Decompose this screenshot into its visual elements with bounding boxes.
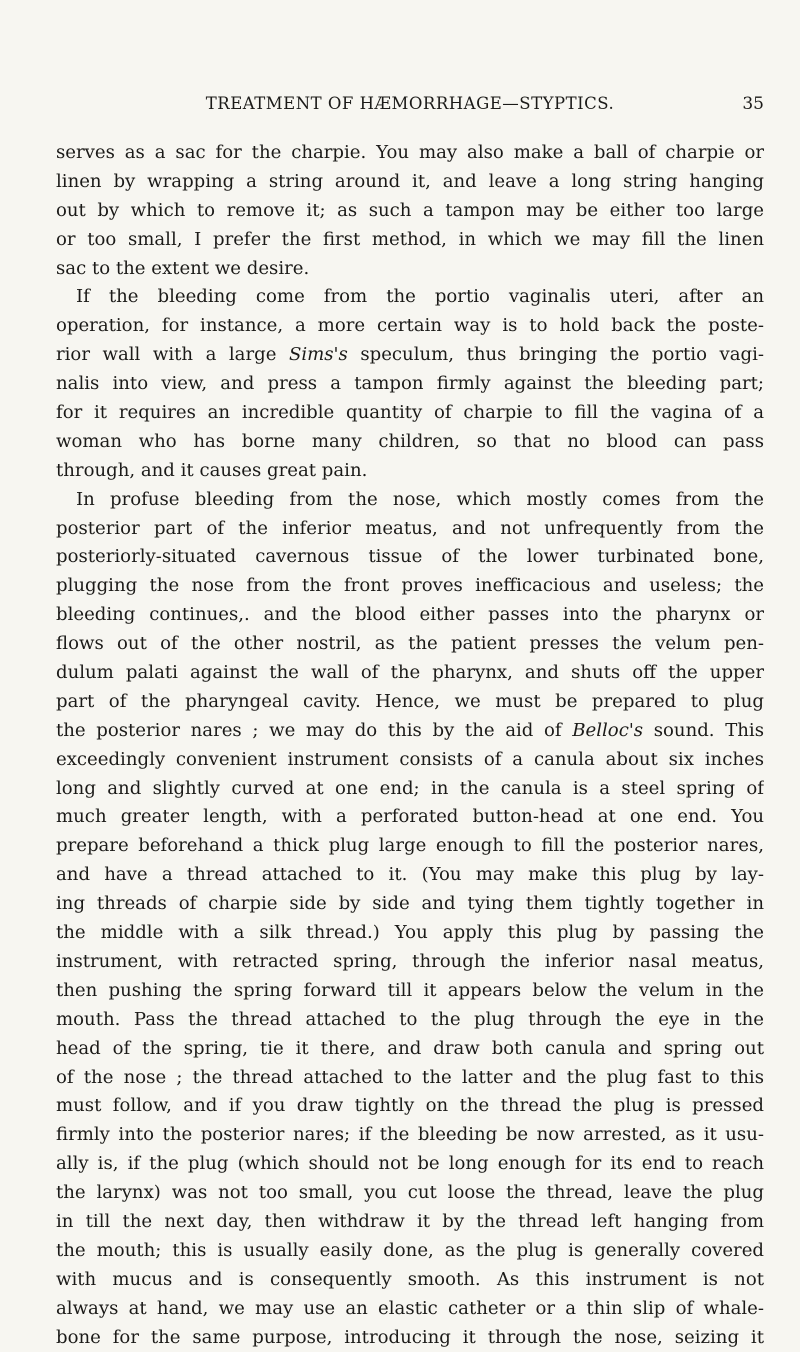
line-text: exceedingly convenient instrument consists of a canula about six inches [56,748,764,770]
text-line [56,1006,764,1035]
running-title: TREATMENT OF HÆMORRHAGE—STYPTICS. [205,94,615,113]
line-text: mouth. Pass the thread attached to the plug through the eye in the [56,1008,764,1030]
text-line [56,399,764,428]
line-text: flows out of the other nostril, as the patient presses the velum pen- [56,633,764,655]
line-text: firmly into the posterior nares; if the bleeding be now arrested, as it usu- [56,1124,764,1146]
line-text: with mucus and is consequently smooth. As this instrument is not [56,1268,764,1290]
line-text: prepare beforehand a thick plug large enough to fill the posterior nares, [56,835,764,857]
page-number: 35 [742,94,764,114]
text-line [56,861,764,890]
line-text: linen by wrapping a string around it, and leave a long string hanging [56,170,764,192]
line-text: instrument, with retracted spring, through the inferior nasal meatus, [56,950,764,972]
text-line [56,283,764,312]
line-text: head of the spring, tie it there, and draw both canula and spring out [56,1037,764,1059]
line-text: In profuse bleeding from the nose, which mostly comes from the [76,488,764,510]
text-line [56,890,764,919]
line-text: much greater length, with a perforated button-head at one end. You [56,806,764,828]
text-line [56,1150,764,1179]
line-text: bleeding continues,. and the blood either passes into the pharynx or [56,604,764,626]
text-line [56,1064,764,1093]
text-line [56,1179,764,1208]
body-text [56,139,764,1352]
line-text: then pushing the spring forward till it appears below the velum in the [56,979,764,1001]
text-line [56,572,764,601]
line-text: sac to the extent we desire. [56,257,310,279]
line-text: long and slightly curved at one end; in the canula is a steel spring of [56,777,764,799]
line-text: the middle with a silk thread.) You apply this plug by passing the [56,922,764,944]
text-line [56,139,764,168]
line-text: bone for the same purpose, introducing it through the nose, seizing it [56,1326,764,1348]
line-text: ing threads of charpie side by side and tying them tightly together in [56,893,764,915]
line-text: posterior part of the inferior meatus, and not unfrequently from the [56,517,764,539]
text-line [56,428,764,457]
text-line [56,370,764,399]
line-text: and have a thread attached to it. (You may make this plug by lay- [56,864,764,886]
text-line [56,1121,764,1150]
text-line [56,688,764,717]
line-text: If the bleeding come from the portio vaginalis uteri, after an [76,286,764,308]
line-text-continued: speculum, thus bringing the portio vagi- [347,344,764,366]
text-line [56,832,764,861]
text-line [56,1295,764,1324]
text-line [56,1092,764,1121]
line-text: nalis into view, and press a tampon firmly against the bleeding part; [56,373,764,395]
running-head [56,92,764,116]
text-line [56,1035,764,1064]
line-text: operation, for instance, a more certain way is to hold back the poste- [56,315,764,337]
text-line [56,543,764,572]
text-line [56,168,764,197]
text-line [56,1324,764,1352]
text-line [56,341,764,370]
line-text: ally is, if the plug (which should not be long enough for its end to reach [56,1153,764,1175]
line-text: the posterior nares ; we may do this by the aid of [56,719,573,741]
text-line [56,601,764,630]
line-text: serves as a sac for the charpie. You may also make a ball of charpie or [56,142,764,163]
line-text: in till the next day, then withdraw it by the thread left hanging from [56,1210,764,1232]
text-line [56,717,764,746]
text-line [56,226,764,255]
line-text: rior wall with a large [56,344,289,366]
line-text: part of the pharyngeal cavity. Hence, we must be prepared to plug [56,690,764,712]
line-text: woman who has borne many children, so that no blood can pass [56,430,764,452]
text-line [56,948,764,977]
text-line [56,977,764,1006]
text-line [56,803,764,832]
italic-name: Sims's [288,344,348,366]
line-text: always at hand, we may use an elastic catheter or a thin slip of whale- [56,1297,764,1319]
text-line [56,1237,764,1266]
line-text-continued: sound. This [643,719,764,741]
text-line [56,919,764,948]
line-text: must follow, and if you draw tightly on the thread the plug is pressed [56,1095,764,1117]
line-text: of the nose ; the thread attached to the latter and the plug fast to this [56,1066,764,1088]
text-line [56,515,764,544]
line-text: for it requires an incredible quantity of charpie to fill the vagina of a [56,402,764,424]
text-line [56,312,764,341]
italic-name: Belloc's [572,719,644,741]
line-text: the larynx) was not too small, you cut loose the thread, leave the plug [56,1182,764,1204]
line-text: out by which to remove it; as such a tampon may be either too large [56,199,764,221]
line-text: dulum palati against the wall of the pharynx, and shuts off the upper [56,662,764,684]
text-line [56,775,764,804]
text-line [56,1266,764,1295]
line-text: posteriorly-situated cavernous tissue of the lower turbinated bone, [56,546,764,568]
text-line [56,255,764,284]
line-text: plugging the nose from the front proves inefficacious and useless; the [56,575,764,597]
line-text: through, and it causes great pain. [56,459,368,481]
text-line [56,659,764,688]
text-line [56,486,764,515]
text-line [56,457,764,486]
line-text: or too small, I prefer the first method, in which we may fill the linen [56,228,764,250]
text-line [56,1208,764,1237]
line-text: the mouth; this is usually easily done, as the plug is generally covered [56,1239,764,1261]
text-line [56,746,764,775]
text-line [56,197,764,226]
text-line [56,630,764,659]
